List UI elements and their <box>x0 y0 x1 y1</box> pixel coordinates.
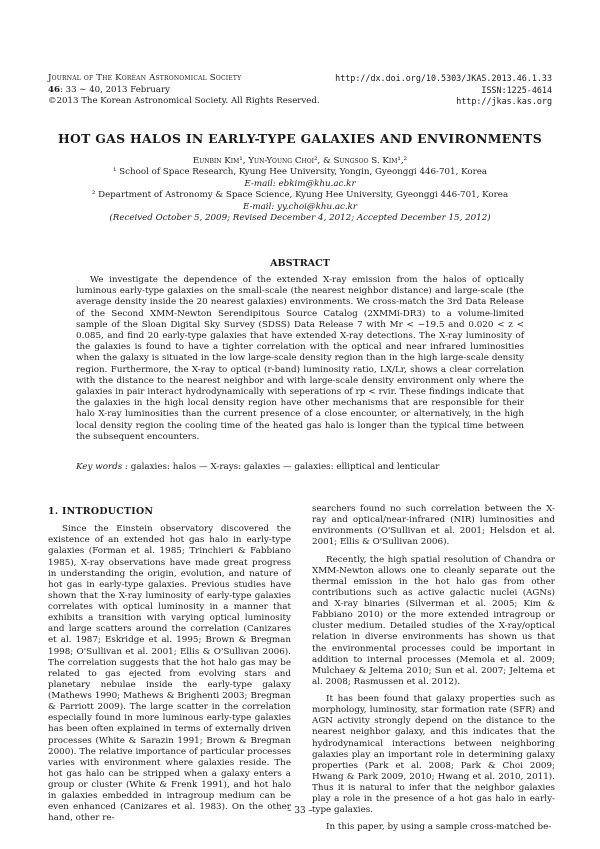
author-names: Eunbin Kim¹, Yun-Young Choi², & Sungsoo S. Kim¹,² <box>192 156 408 166</box>
email-2: E-mail: yy.choi@khu.ac.kr <box>242 201 358 212</box>
issue-line <box>48 85 320 97</box>
issn: ISSN:1225-4614 <box>481 84 552 95</box>
doi-link[interactable]: http://dx.doi.org/10.5303/JKAS.2013.46.1.33 <box>335 73 552 83</box>
submission-dates: (Received October 5, 2009; Revised December 4, 2012; Accepted December 15, 2012) <box>109 213 491 224</box>
affiliation-1: ¹ School of Space Research, Kyung Hee University, Yongin, Gyeonggi 446-701, Korea <box>112 167 488 178</box>
intro-paragraph-1: Since the Einstein observatory discovered the existence of an extended hot gas halo in early-type galaxies (Forman et al. 1985; Trinchieri & Fabbiano 1985), X-ray observations have made great progress in understanding the origin, evolution, and nature of hot gas in early-type galaxies. Previous studies have shown that the X-ray luminosity of early-type galaxies correlates with optical luminosity in a manner that exhibits a transition with varying optical luminosity and large scatters around the correlation (Canizares et al. 1987; Eskridge et al. 1995; Brown & Bregman 1998; O'Sullivan et al. 2001; Ellis & O'Sullivan 2006). The correlation suggests that the hot halo gas may be related to gas ejected from evolving stars and planetary nebulae inside the early-type galaxy (Mathews 1990; Mathews & Brighenti 2003; Bregman & Parriott 2009). The large scatter in the correlation especially found in more luminous early-type galaxies has been often explained in terms of externally driven processes (White & Sarazin 1991; Brown & Bregman 2000). The relative importance of particular processes varies with environment where galaxies reside. The hot gas halo can be stripped when a galaxy enters a group or cluster (White & Frenk 1991), and hot halo in galaxies embedded in intragroup medium can be even enhanced (Canizares et al. 1983). On the other hand, other re- <box>48 524 291 824</box>
affiliation-2: ² Department of Astronomy & Space Science, Kyung Hee University, Gyeonggi 446-701, Korea <box>91 190 509 201</box>
intro-paragraph-3: It has been found that galaxy properties such as morphology, luminosity, star formation rate (SFR) and AGN activity strongly depend on the distance to the nearest neighbor galaxy, and this indicates that the hydrodynamical interactions between neighboring galaxies play an important role in determining galaxy properties (Park et al. 2008; Park & Choi 2009; Hwang & Park 2009, 2010; Hwang et al. 2010, 2011). Thus it is natural to infer that the neighbor galaxies play a role in the presence of a hot gas halo in early-type galaxies. <box>312 694 555 816</box>
left-column <box>48 506 291 825</box>
section-heading-introduction: 1. INTRODUCTION <box>48 506 154 517</box>
intro-paragraph-4: In this paper, by using a sample cross-matched be- <box>326 822 552 833</box>
journal-links <box>335 73 552 108</box>
journal-url-link[interactable]: http://jkas.kas.org <box>456 96 552 106</box>
intro-paragraph-1-cont: searchers found no such correlation between the X-ray and optical/near-infrared (NIR) luminosities and environments (O'Sullivan et al. 2001; Helsdon et al. 2001; Ellis & O'Sullivan 2006). <box>312 504 555 548</box>
intro-paragraph-2: Recently, the high spatial resolution of Chandra or XMM-Newton allows one to cleanly separate out the thermal emission in the hot halo gas from other contributions such as active galactic nuclei (AGNs) and X-ray binaries (Silverman et al. 2005; Kim & Fabbiano 2010) or the more extended intragroup or cluster medium. Detailed studies of the X-ray/optical relation in diverse environments has shown us that the environmental processes could be important in addition to internal processes (Memola et al. 2009; Mulchaey & Jeltema 2010; Sun et al. 2007; Jeltema et al. 2008; Rasmussen et al. 2012). <box>312 554 555 687</box>
email-1: E-mail: ebkim@khu.ac.kr <box>244 178 356 189</box>
keywords <box>76 462 524 472</box>
issue-pages-date: : 33 ∼ 40, 2013 February <box>59 84 171 95</box>
keywords-label: Key words : <box>76 462 128 472</box>
copyright: ©2013 The Korean Astronomical Society. All Rights Reserved. <box>48 96 320 106</box>
right-column <box>312 504 555 834</box>
abstract-text: We investigate the dependence of the extended X-ray emission from the halos of optically luminous early-type galaxies on the small-scale (the nearest neighbor distance) and large-scale (the average density inside the 20 nearest galaxies) environments. We cross-match the 3rd Data Release of the Second XMM-Newton Serendipitous Source Catalog (2XMMi-DR3) to a volume-limited sample of the Sloan Digital Sky Survey (SDSS) Data Release 7 with Mr < −19.5 and 0.020 < z < 0.085, and find 20 early-type galaxies that have extended X-ray detections. The X-ray luminosity of the galaxies is found to have a tighter correlation with the optical and near infrared luminosities when the galaxy is situated in the low large-scale density region than in the high large-scale density region. Furthermore, the X-ray to optical (r-band) luminosity ratio, LX/Lr, shows a clear correlation with the distance to the nearest neighbor and with large-scale density environment only where the galaxies in pair interact hydrodynamically with seperations of rp < rvir. These findings indicate that the galaxies in the high local density region have other mechanisms that are responsible for their halo X-ray luminosities than the current presence of a close encounter, or alternatively, in the high local density region the cooling time of the heated gas halo is longer than the typical time between the subsequent encounters. <box>76 275 524 442</box>
abstract-heading: ABSTRACT <box>270 258 330 269</box>
author-block <box>48 156 552 224</box>
paper-title: HOT GAS HALOS IN EARLY-TYPE GALAXIES AND ENVIRONMENTS <box>58 131 542 146</box>
volume-number: 46 <box>48 84 60 95</box>
page-number: – 33 – <box>287 806 313 816</box>
journal-name: Journal of The Korean Astronomical Society <box>48 73 242 83</box>
keywords-list: galaxies: halos — X-rays: galaxies — galaxies: elliptical and lenticular <box>130 462 440 472</box>
journal-header <box>48 73 320 108</box>
